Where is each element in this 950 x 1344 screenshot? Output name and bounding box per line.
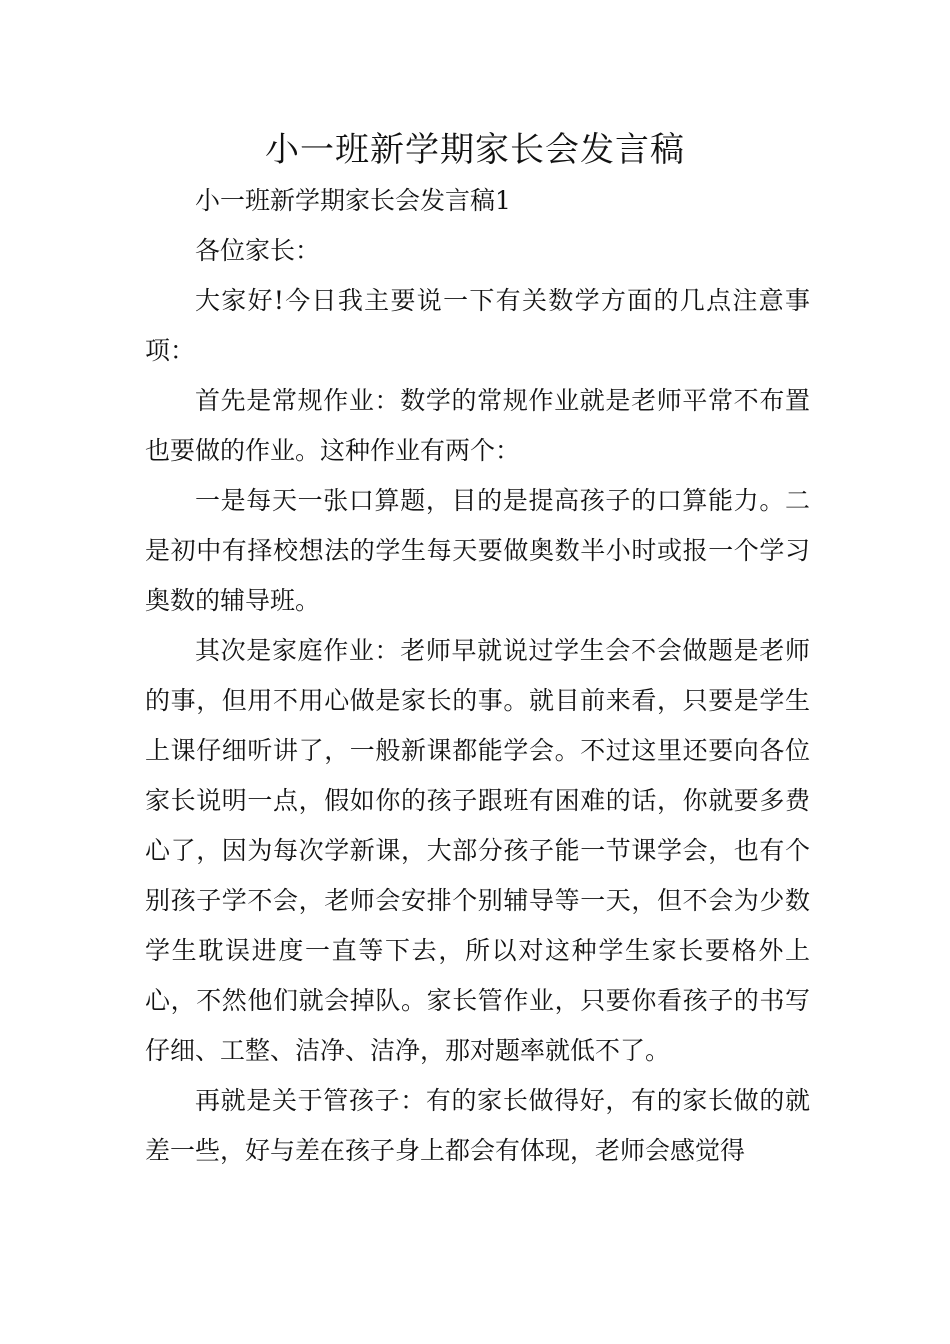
paragraph-home-homework: 其次是家庭作业：老师早就说过学生会不会做题是老师的事，但用不用心做是家长的事。就目前来看，只要是学生上课仔细听讲了，一般新课都能学会。不过这里还要向各位家长说明一点，假如你的孩子跟班有困难的话，你就要多费心了，因为每次学新课，大部分孩子能一节课学会，也有个别孩子学不会，老师会安排个别辅导等一天，但不会为少数学生耽误进度一直等下去，所以对这种学生家长要格外上心，不然他们就会掉队。家长管作业，只要你看孩子的书写仔细、工整、洁净、洁净，那对题率就低不了。 <box>145 636 810 1065</box>
document-title: 小一班新学期家长会发言稿 <box>265 130 685 170</box>
paragraph-heading: 小一班新学期家长会发言稿1 <box>195 186 511 215</box>
paragraph-salutation: 各位家长： <box>195 236 321 265</box>
document-body <box>145 176 810 1176</box>
paragraph-managing-children: 再就是关于管孩子：有的家长做得好，有的家长做的就差一些，好与差在孩子身上都会有体现，老师会感觉得 <box>145 1086 810 1165</box>
paragraph-greeting: 大家好!今日我主要说一下有关数学方面的几点注意事项： <box>145 286 810 365</box>
paragraph-two-tasks: 一是每天一张口算题，目的是提高孩子的口算能力。二是初中有择校想法的学生每天要做奥数半小时或报一个学习奥数的辅导班。 <box>145 486 810 615</box>
paragraph-routine-homework: 首先是常规作业：数学的常规作业就是老师平常不布置也要做的作业。这种作业有两个： <box>145 386 810 465</box>
